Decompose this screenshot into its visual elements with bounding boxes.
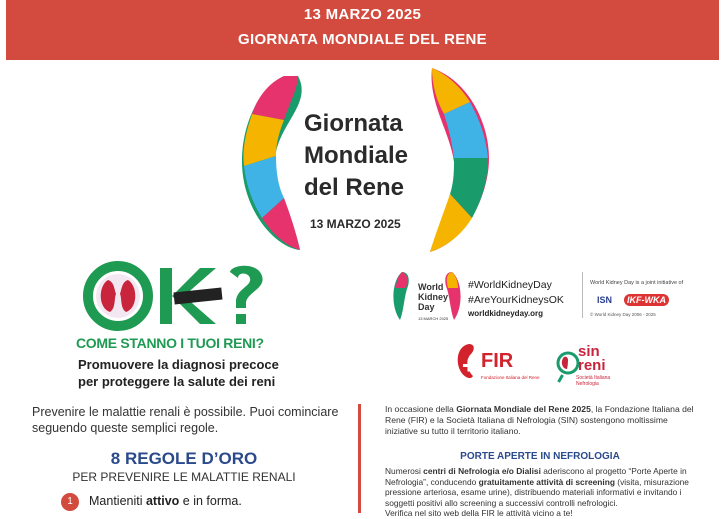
- ok-question: COME STANNO I TUOI RENI?: [76, 335, 264, 351]
- wkd-logo-l1: World: [418, 282, 444, 292]
- rules-subtitle: PER PREVENIRE LE MALATTIE RENALI: [72, 470, 296, 484]
- right-intro-post: , la Fondazione Italiana del Rene (FIR) e la Società Italiana di Nefrologia (SIN) sostengono moltissime iniziative su tutto il territorio italiano.: [385, 404, 694, 436]
- porte-a: Numerosi: [385, 466, 424, 476]
- hashtag-1: #WorldKidneyDay: [468, 279, 552, 291]
- isn-logo: ISN: [597, 295, 613, 305]
- rule-text-bold: attivo: [145, 494, 180, 508]
- logo-date: 13 MARZO 2025: [310, 217, 401, 231]
- porte-aperte-text: [385, 466, 697, 519]
- giornata-mondiale-logo: [232, 62, 500, 254]
- logo-line-1: Giornata: [304, 110, 403, 137]
- rules-title: 8 REGOLE D’ORO: [110, 449, 258, 468]
- porte-c: aderiscono al progetto “Porte Aperte in Nefrologia”, conducendo: [385, 466, 687, 487]
- rule-text-post: e in forma.: [179, 494, 242, 508]
- wkd-copyright: © World Kidney Day 2006 - 2025: [590, 312, 656, 317]
- logo-line-2: Mondiale: [304, 142, 409, 169]
- ok-tagline-2: per proteggere la salute dei reni: [78, 374, 276, 389]
- rule-text-pre: Mantieniti: [89, 494, 146, 508]
- left-intro-text: Prevenire le malattie renali è possibile. Puoi cominciare seguendo queste semplici regole.: [32, 405, 339, 435]
- fir-name: FIR: [481, 350, 514, 372]
- banner-title: GIORNATA MONDIALE DEL RENE: [238, 31, 487, 48]
- wkd-logo-l3: Day: [418, 302, 435, 312]
- wkd-banner: [392, 266, 692, 328]
- porte-aperte-title: PORTE APERTE IN NEFROLOGIA: [460, 451, 620, 462]
- fir-kidney-icon: [455, 342, 481, 382]
- wkd-logo-date: 13 MARCH 2025: [418, 316, 449, 321]
- right-intro-text: [385, 404, 695, 437]
- header-banner: [6, 0, 719, 60]
- porte-b: centri di Nefrologia e/o Dialisi: [423, 466, 541, 476]
- wkd-website: worldkidneyday.org: [468, 309, 543, 318]
- sin-l3: Società Italiana: [576, 375, 611, 381]
- porte-d: gratuitamente attività di screening: [478, 476, 615, 487]
- fir-subtitle: Fondazione Italiana del Rene: [481, 375, 540, 380]
- wkd-separator: [582, 272, 583, 318]
- ok-magnifier-icon: [70, 258, 310, 334]
- logo-line-3: del Rene: [304, 174, 405, 201]
- rule-text: [89, 494, 242, 508]
- column-divider: [358, 404, 361, 513]
- ok-campaign-logo: [70, 258, 310, 398]
- porte-f: Verifica nel sito web della FIR le attività vicino a te!: [385, 508, 573, 518]
- sin-l1: sin: [578, 343, 600, 360]
- wkd-initiative: World Kidney Day is a joint initiative of: [590, 280, 684, 286]
- right-intro-bold: Giornata Mondiale del Rene 2025: [456, 404, 591, 414]
- right-intro-pre: In occasione della: [385, 404, 457, 414]
- porte-e: (visita, misurazione pressione arteriosa, esame urine), distribuendo materiali informativi e invitando i soggetti positivi allo screening a successivi controlli nefrologici.: [385, 476, 689, 508]
- ikf-logo: IKF-WKA: [624, 294, 669, 306]
- ok-tagline-1: Promuovere la diagnosi precoce: [78, 357, 279, 372]
- wkd-logo-l2: Kidney: [418, 292, 449, 302]
- banner-date: 13 MARZO 2025: [303, 6, 422, 23]
- sin-l2: reni: [578, 357, 606, 374]
- rule-number-badge: 1: [61, 493, 79, 511]
- fir-logo: [455, 342, 545, 384]
- hashtag-2: #AreYourKidneysOK: [468, 294, 564, 306]
- sin-logo: [556, 345, 626, 387]
- sin-l4: Nefrologia: [576, 381, 599, 387]
